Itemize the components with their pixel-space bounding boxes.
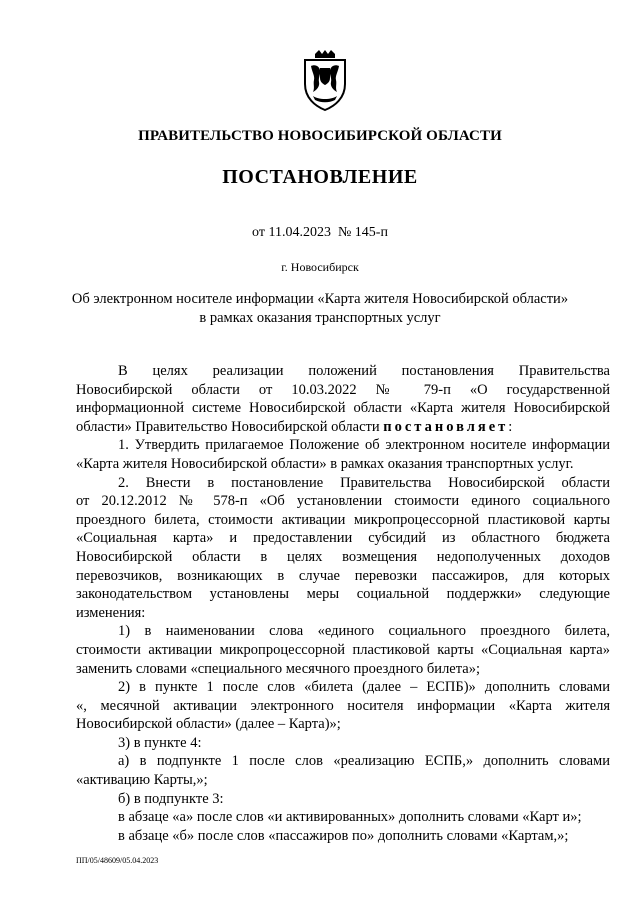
body-line: 1) в наименовании слова «единого социального проездного билета, bbox=[118, 623, 610, 640]
body-line: 2. Внести в постановление Правительства Новосибирской области bbox=[118, 474, 610, 491]
body-line: заменить словами «специального месячного проездного билета»; bbox=[76, 660, 480, 677]
document-body bbox=[76, 362, 610, 845]
body-line: 3) в пункте 4: bbox=[118, 734, 202, 751]
document-code: ПП/05/48609/05.04.2023 bbox=[76, 856, 159, 865]
body-line: «активацию Карты,»; bbox=[76, 772, 208, 789]
document-title bbox=[60, 290, 580, 328]
body-line: «Карта жителя Новосибирской области» в рамках оказания транспортных услуг. bbox=[76, 455, 574, 472]
body-line: в абзаце «б» после слов «пассажиров по» дополнить словами «Картам,»; bbox=[118, 827, 569, 844]
body-line: 1. Утвердить прилагаемое Положение об электронном носителе информации bbox=[118, 437, 610, 454]
body-line bbox=[76, 418, 610, 437]
organization-name: ПРАВИТЕЛЬСТВО НОВОСИБИРСКОЙ ОБЛАСТИ bbox=[138, 128, 502, 144]
document-date-number: от 11.04.2023 № 145-п bbox=[252, 225, 388, 240]
document-title-line-1: Об электронном носителе информации «Карта жителя Новосибирской области» bbox=[71, 291, 569, 307]
body-line: проездного билета, стоимости активации микропроцессорной пластиковой карты bbox=[76, 511, 610, 528]
body-line: перевозчиков, возникающих в случае перевозки пассажиров, для которых bbox=[76, 567, 610, 584]
document-city: г. Новосибирск bbox=[281, 260, 359, 274]
body-line: б) в подпункте 3: bbox=[118, 790, 224, 807]
resolves-keyword: постановляет bbox=[383, 418, 509, 435]
body-text: области» Правительство Новосибирской области bbox=[76, 418, 384, 435]
document-type: ПОСТАНОВЛЕНИЕ bbox=[222, 166, 418, 188]
body-line: «Социальная карта» и предоставлении субсидий из областного бюджета bbox=[76, 530, 610, 547]
body-line: Новосибирской области» (далее – Карта)»; bbox=[76, 716, 341, 733]
body-line: в абзаце «а» после слов «и активированных» дополнить словами «Карт и»; bbox=[118, 809, 582, 826]
body-text: : bbox=[508, 418, 513, 435]
body-line: изменения: bbox=[76, 604, 146, 621]
body-line: 2) в пункте 1 после слов «билета (далее – ЕСПБ)» дополнить словами bbox=[118, 679, 610, 696]
body-line: информационной системе Новосибирской области «Карта жителя Новосибирской bbox=[76, 400, 610, 417]
body-line: В целях реализации положений постановления Правительства bbox=[118, 363, 610, 379]
document-title-line-2: в рамках оказания транспортных услуг bbox=[199, 310, 441, 326]
body-line: а) в подпункте 1 после слов «реализацию ЕСПБ,» дополнить словами bbox=[118, 753, 610, 770]
body-line: стоимости активации микропроцессорной пластиковой карты «Социальная карта» bbox=[76, 641, 610, 658]
coat-of-arms-emblem bbox=[301, 50, 349, 112]
body-line: «, месячной активации электронного носителя информации «Карта жителя bbox=[76, 697, 610, 714]
coat-of-arms-icon bbox=[301, 50, 349, 112]
body-line: Новосибирской области в целях возмещения недополученных доходов bbox=[76, 548, 610, 565]
body-line: законодательством установлены меры социальной поддержки» следующие bbox=[76, 586, 610, 603]
body-line: Новосибирской области от 10.03.2022 № 79-п «О государственной bbox=[76, 381, 610, 398]
body-line: от 20.12.2012 № 578-п «Об установлении стоимости единого социального bbox=[76, 493, 610, 510]
